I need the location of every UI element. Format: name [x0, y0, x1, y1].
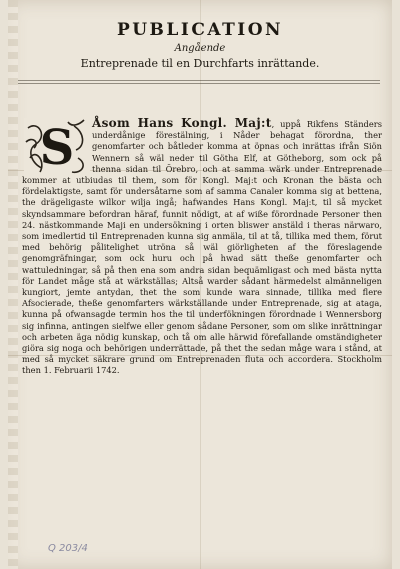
document-title: PUBLICATION: [116, 20, 284, 40]
torn-edge: [8, 0, 18, 569]
initial-letter: S: [39, 120, 75, 176]
document-date: 1. Februarii 1742.: [43, 365, 120, 376]
document-subtitle-line2: Entreprenade til en Durchfarts inrättande.: [80, 57, 320, 70]
lead-text: Åsom Hans Kongl. Maj:t: [92, 116, 272, 130]
divider: [18, 83, 380, 84]
archive-mark: Q 203/4: [48, 543, 88, 554]
document-sheet: [8, 0, 392, 569]
proclamation-body: [22, 118, 382, 377]
initial-space: [22, 118, 92, 174]
body-text: , uppå Rikfens Ständers underdånige förestälning, i Nåder behagat förordna, ther genomfarter och båtleder komma at öpnas och inrättas ifrån Siön Wennern så wäl neder til Götha Elf, at Götheborg, som ock på thenna sidan til Örebro, och at samma wärk under Entreprenade kommer at utbiudas til them, som för Kongl. Maj:t och Kronan the bästa och fördelaktigste, samt för undersåtarne som af samma Canaler komma sig at bettena, the drägeligaste wilkor wilja ingå; hafwandes Hans Kongl. Maj:t, til så mycket skyndsammare befordran häraf, funnit nödigt, at af wiße förordnade Personer then 24. nästkommande Maji en undersökning i orten bliswer anstäld i theras närwaro, som imedlertid til Entreprenaden kunna sig anmäla, til at tå, tillika med them, förut med behörig pålitelighet utröna så wäl giörligheten af the föreslagende genomgräfningar, som ock huru och på hwad sätt theße genomfarter och wattuledningar, så på then ena som andra sidan bequämligast och med bästa nytta för Landet måge stå at wärkställas; Altså warder sådant härmedelst almänneligen kungiort, jemte antydan, thet the som kunde wara sinnade, tillika med flere Afsocierade, theße genomfarters wärkställande under Entreprenade, sig at ataga, kunna på ofwansagde termin hos the til underfökningen förordnade i Wennersborg sig infinna, antingen sielfwe eller genom sådane Personer, som om slike inrättningar och arbeten äga nödig kunskap, och tå om alle härwid förefallande omständigheter giöra sig noga och behörigen underrättade, på thet the sedan måge wara i stånd, at med så mycket säkrare grund om Entreprenaden fluta och accordera. Stockholm then: [22, 119, 382, 376]
document-subtitle-line1: Angående: [174, 43, 226, 54]
divider: [18, 80, 380, 81]
